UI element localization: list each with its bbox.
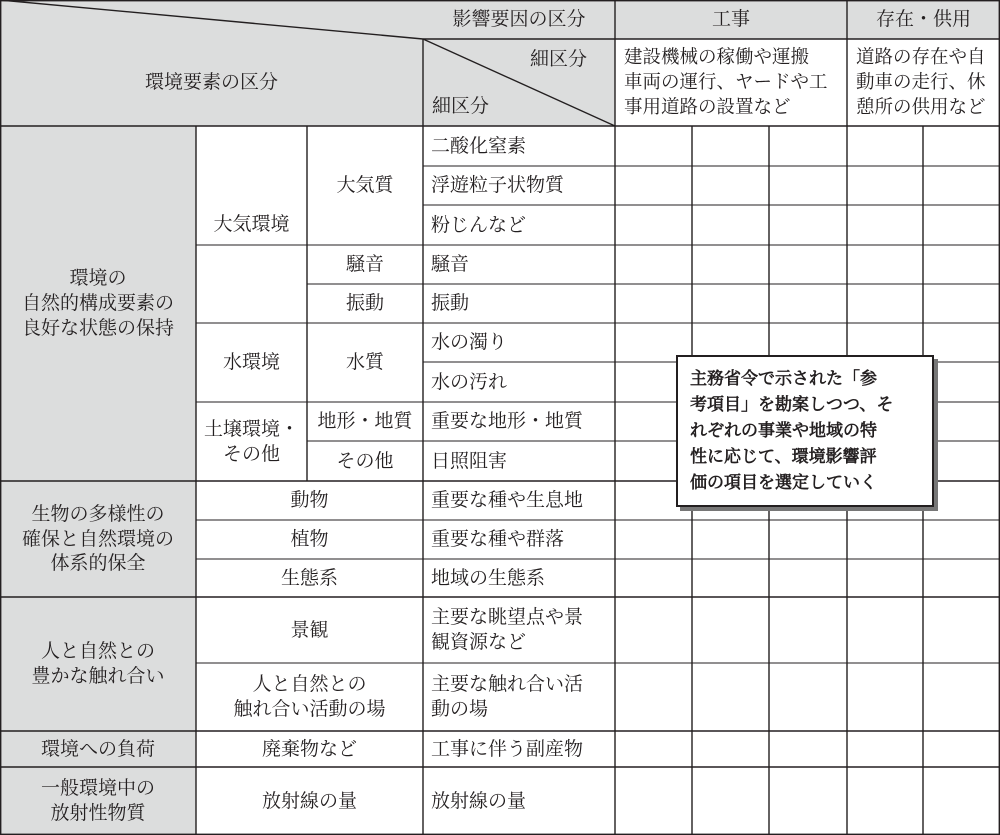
sub-water-env: 水環境: [222, 351, 280, 374]
sub-terrain: 地形・地質: [317, 410, 413, 433]
item-cell: 重要な地形・地質: [431, 410, 584, 433]
item-cell: 水の汚れ: [431, 370, 508, 393]
group-biodiversity: 生物の多様性の 確保と自然環境の 体系的保全: [21, 502, 174, 575]
sub-landscape: 景観: [290, 618, 329, 641]
sub-contact-place: 人と自然との 触れ合い活動の場: [233, 673, 386, 720]
env-element-division-label: 環境要素の区分: [144, 71, 278, 94]
item-cell: 工事に伴う副産物: [431, 737, 584, 760]
item-cell: 地域の生態系: [431, 566, 546, 589]
item-cell: 主要な眺望点や景 観資源など: [431, 606, 584, 653]
sub-noise: 騒音: [345, 253, 384, 276]
item-cell: 粉じんなど: [431, 213, 527, 236]
construction-detail: 建設機械の稼働や運搬 車両の運行、ヤードや工 事用道路の設置など: [624, 47, 828, 118]
existence-detail: 道路の存在や自 動車の走行、休 憩所の供用など: [856, 47, 986, 118]
sub-animals: 動物: [290, 489, 329, 512]
item-cell: 重要な種や生息地: [431, 489, 584, 512]
group-natural-components: 環境の 自然的構成要素の 良好な状態の保持: [21, 267, 174, 339]
sub-ecosystem: 生態系: [280, 566, 338, 589]
sub-air-quality: 大気質: [336, 174, 394, 197]
sub-water-quality: 水質: [345, 351, 384, 374]
existence-use-header: 存在・供用: [875, 8, 971, 31]
sub-waste: 廃棄物など: [261, 737, 357, 760]
item-cell: 浮遊粒子状物質: [431, 174, 565, 197]
sub-vibration: 振動: [345, 292, 384, 315]
sub-plants: 植物: [290, 528, 329, 551]
sub-soil-env: 土壌環境・ その他: [203, 417, 299, 465]
group-radioactive: 一般環境中の 放射性物質: [40, 777, 155, 824]
sub-division-left-label: 細区分: [432, 95, 490, 117]
construction-header: 工事: [711, 8, 750, 31]
sub-others: その他: [336, 449, 394, 472]
group-load: 環境への負荷: [40, 737, 155, 760]
item-cell: 放射線の量: [431, 789, 527, 812]
item-cell: 水の濁り: [431, 331, 508, 354]
item-cell: 振動: [431, 292, 470, 315]
item-cell: 主要な触れ合い活 動の場: [431, 673, 584, 720]
sub-radiation: 放射線の量: [261, 789, 357, 812]
selection-note-callout: 主務省令で示された「参 考項目」を勘案しつつ、そ れぞれの事業や地域の特 性に応じて、環境影響評 価の項目を選定していく: [676, 355, 934, 507]
item-cell: 日照阻害: [431, 449, 508, 472]
item-cell: 二酸化窒素: [431, 134, 527, 157]
item-cell: 重要な種や群落: [431, 528, 565, 551]
item-cell: 騒音: [431, 253, 470, 276]
sub-division-top-label: 細区分: [530, 48, 588, 70]
sub-air-env: 大気環境: [213, 213, 290, 236]
impact-factor-division-label: 影響要因の区分: [452, 8, 586, 31]
group-contact: 人と自然との 豊かな触れ合い: [31, 640, 165, 687]
